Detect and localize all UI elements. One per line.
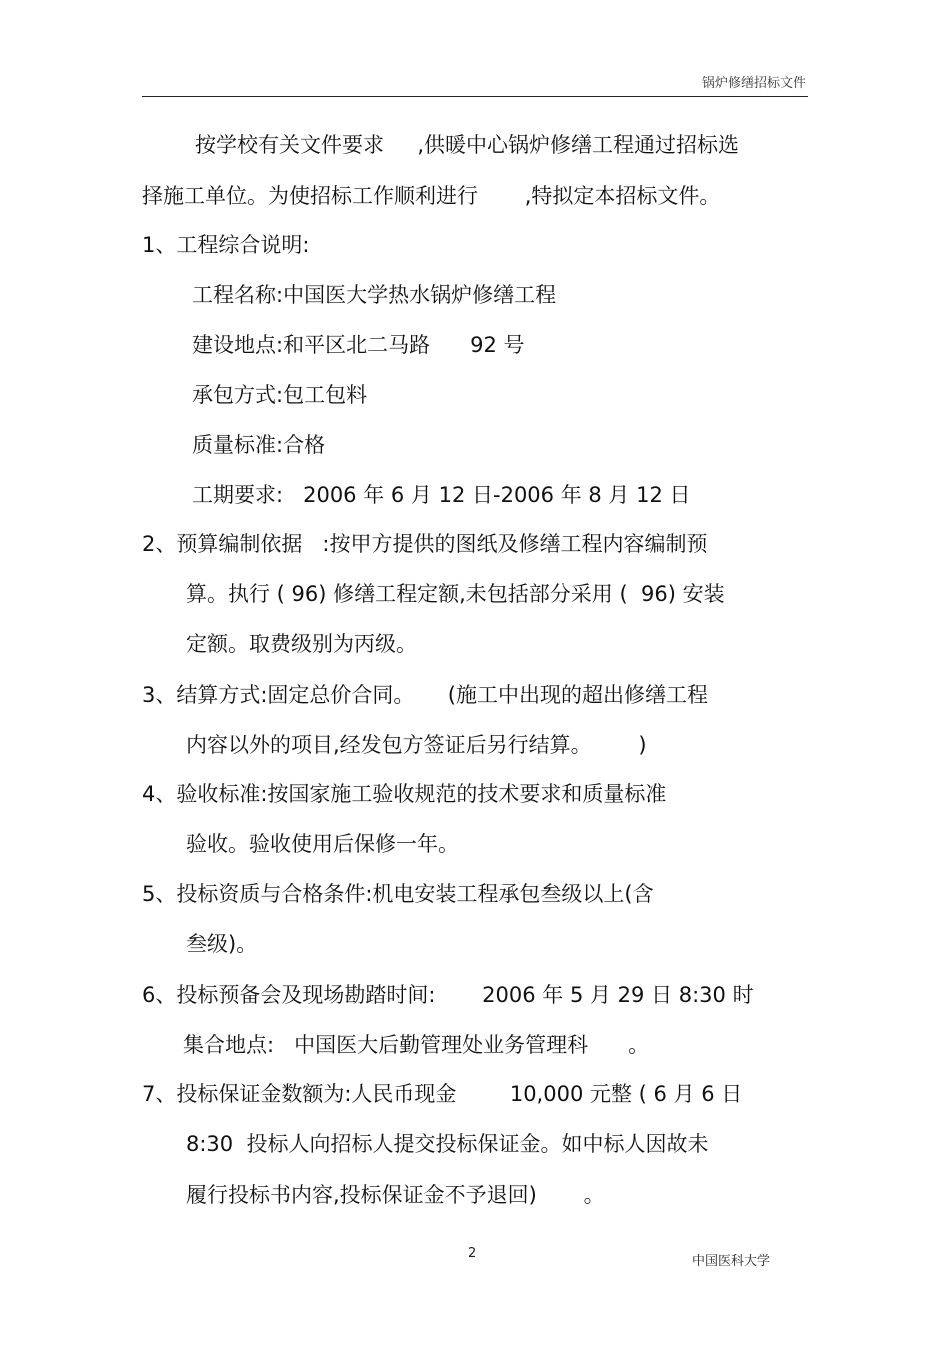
section-4-line-1: 4、验收标准:按国家施工验收规范的技术要求和质量标准 bbox=[142, 782, 667, 806]
section-2-line-2: 算。执行 ( 96) 修缮工程定额,未包括部分采用 ( 96) 安装 bbox=[186, 582, 725, 606]
project-location: 建设地点:和平区北二马路 92 号 bbox=[192, 333, 525, 357]
header-rule bbox=[142, 96, 808, 97]
section-4-line-2: 验收。验收使用后保修一年。 bbox=[186, 832, 459, 856]
section-5-line-2: 叁级)。 bbox=[186, 932, 258, 956]
section-3-line-2: 内容以外的项目,经发包方签证后另行结算。 ) bbox=[186, 733, 647, 757]
project-name: 工程名称:中国医大学热水锅炉修缮工程 bbox=[192, 283, 557, 307]
intro-line-1: 按学校有关文件要求 ,供暖中心锅炉修缮工程通过招标选 bbox=[195, 133, 740, 157]
intro-line-2: 择施工单位。为使招标工作顺利进行 ,特拟定本招标文件。 bbox=[142, 184, 721, 208]
contract-method: 承包方式:包工包料 bbox=[192, 383, 368, 407]
section-2-line-1: 2、预算编制依据 :按甲方提供的图纸及修缮工程内容编制预 bbox=[142, 532, 708, 556]
section-2-line-3: 定额。取费级别为丙级。 bbox=[186, 632, 417, 656]
footer-organization: 中国医科大学 bbox=[692, 1254, 771, 1269]
section-7-line-2: 8:30 投标人向招标人提交投标保证金。如中标人因故未 bbox=[186, 1132, 709, 1156]
section-6-line-2: 集合地点: 中国医大后勤管理处业务管理科 。 bbox=[183, 1033, 650, 1057]
construction-period: 工期要求: 2006 年 6 月 12 日-2006 年 8 月 12 日 bbox=[192, 483, 691, 507]
section-1-heading: 1、工程综合说明: bbox=[142, 233, 310, 257]
section-7-line-3: 履行投标书内容,投标保证金不予退回) 。 bbox=[186, 1183, 605, 1207]
running-header: 锅炉修缮招标文件 bbox=[701, 76, 806, 91]
section-3-line-1: 3、结算方式:固定总价合同。 (施工中出现的超出修缮工程 bbox=[142, 683, 709, 707]
section-5-line-1: 5、投标资质与合格条件:机电安装工程承包叁级以上(含 bbox=[142, 882, 654, 906]
quality-standard: 质量标准:合格 bbox=[192, 433, 326, 457]
page-number: 2 bbox=[468, 1246, 477, 1261]
section-6-line-1: 6、投标预备会及现场勘踏时间: 2006 年 5 月 29 日 8:30 时 bbox=[142, 983, 754, 1007]
section-7-line-1: 7、投标保证金数额为:人民币现金 10,000 元整 ( 6 月 6 日 bbox=[142, 1082, 743, 1106]
